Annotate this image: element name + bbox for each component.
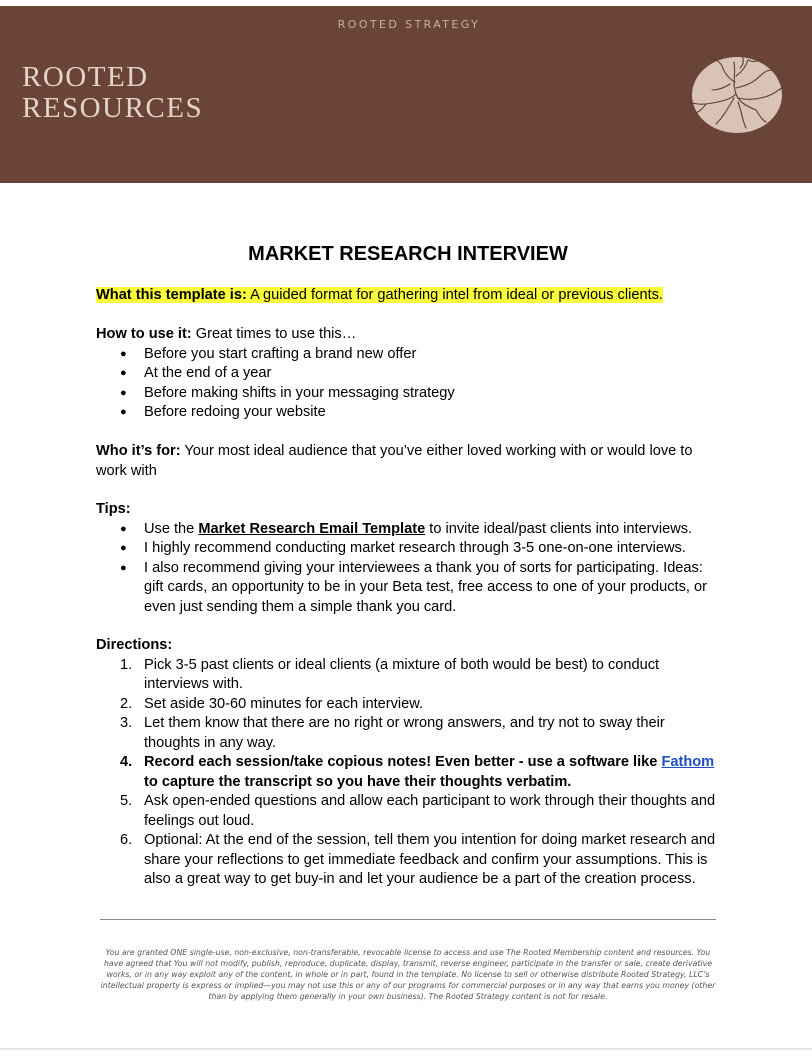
what-text: A guided format for gathering intel from ideal or previous clients. [246,287,663,303]
license-footer: You are granted ONE single-use, non-exclusive, non-transferable, revocable license to access and use The Rooted Membership content and resources. You have agreed that You will not modify, publish, reproduce, duplicate, display, transmit, reverse engineer, participate in the transfer or sale, create derivative works, or in any way exploit any of the content, in whole or in part, found in the template. No license to sell or otherwise distribute Rooted Strategy, LLC’s intellectual property is express or implied—you may not use this or any of our programs for commercial purposes or in any way that earns you money (other than by applying them generally in your own business). The Rooted Strategy content is not for resale. [100,948,716,1001]
step-number: 2. [120,695,133,712]
who-text: Your most ideal audience that you’ve either loved working with or would love to work with [96,443,693,479]
step-text: Set aside 30-60 minutes for each interview. [144,695,424,712]
brand-title-line2: RESOURCES [22,92,204,124]
how-label: How to use it: [96,326,192,342]
step-text: Record each session/take copious notes! Even better - use a software like [144,754,662,770]
list-item [96,520,720,540]
list-item: ● I also recommend giving your interviewees a thank you of sorts for participating. Ideas: gift cards, an opportunity to be in your Beta test, free access to one of your products, or even just sending them a simple thank you card. [96,559,720,618]
tree-roots-logo-icon [686,54,786,138]
brand-tagline: ROOTED STRATEGY [337,18,481,31]
how-heading [96,325,720,345]
step-number: 6. [120,832,133,848]
fathom-link[interactable]: Fathom [661,754,715,770]
who-its-for [96,442,720,481]
header-banner [0,6,812,183]
list-item: ● Before making shifts in your messaging strategy [96,384,720,404]
list-item [96,656,720,695]
list-item: ● Before redoing your website [96,403,720,423]
directions-section [96,636,720,890]
tips-heading: Tips: [96,501,131,517]
list-item [96,695,720,715]
step-text: Pick 3-5 past clients or ideal clients (a mixture of both would be best) to conduct interviews with. [144,656,660,692]
document-title: MARKET RESEARCH INTERVIEW [248,243,568,265]
step-text: Optional: At the end of the session, tell them you intention for doing market research and share your reflections to get immediate feedback and confirm your assumptions. This is also a great way to get buy-in and let your audience be a part of the creation process. [144,832,716,887]
tip1-suffix: to invite ideal/past clients into interviews. [425,520,693,537]
step-text: Ask open-ended questions and allow each participant to work through their thoughts and feelings out loud. [144,793,716,829]
how-text: Great times to use this… [191,326,357,342]
list-item [96,831,720,890]
brand-title [22,62,203,124]
tip1-prefix: Use the [144,520,199,537]
tips-section [96,500,720,617]
step-number: 1. [120,656,133,673]
step-number: 3. [120,715,133,731]
list-item: ● At the end of a year [96,364,720,384]
tips-list [96,520,720,618]
step-number: 4. [120,754,133,770]
how-bullet-list [96,345,720,423]
what-label: What this template is: [96,287,247,303]
brand-title-line1: ROOTED [22,61,149,93]
list-item: ● I highly recommend conducting market research through 3-5 one-on-one interviews. [96,539,720,559]
what-highlight [96,287,663,303]
what-this-template-is [96,286,720,306]
list-item [96,792,720,831]
step-number: 5. [120,793,133,809]
directions-heading: Directions: [96,637,173,653]
step-text-suffix: to capture the transcript so you have their thoughts verbatim. [144,773,572,790]
list-item [96,753,720,792]
step-text: Let them know that there are no right or wrong answers, and try not to sway their thoughts in any way. [144,715,665,751]
directions-list [96,656,720,890]
how-to-use-section [96,325,720,423]
list-item: ● Before you start crafting a brand new offer [96,345,720,365]
list-item [96,714,720,753]
footer-divider [100,919,716,920]
market-research-email-template-link[interactable]: Market Research Email Template [198,520,426,537]
page-bottom-edge [0,1048,812,1050]
who-label: Who it’s for: [96,443,181,459]
